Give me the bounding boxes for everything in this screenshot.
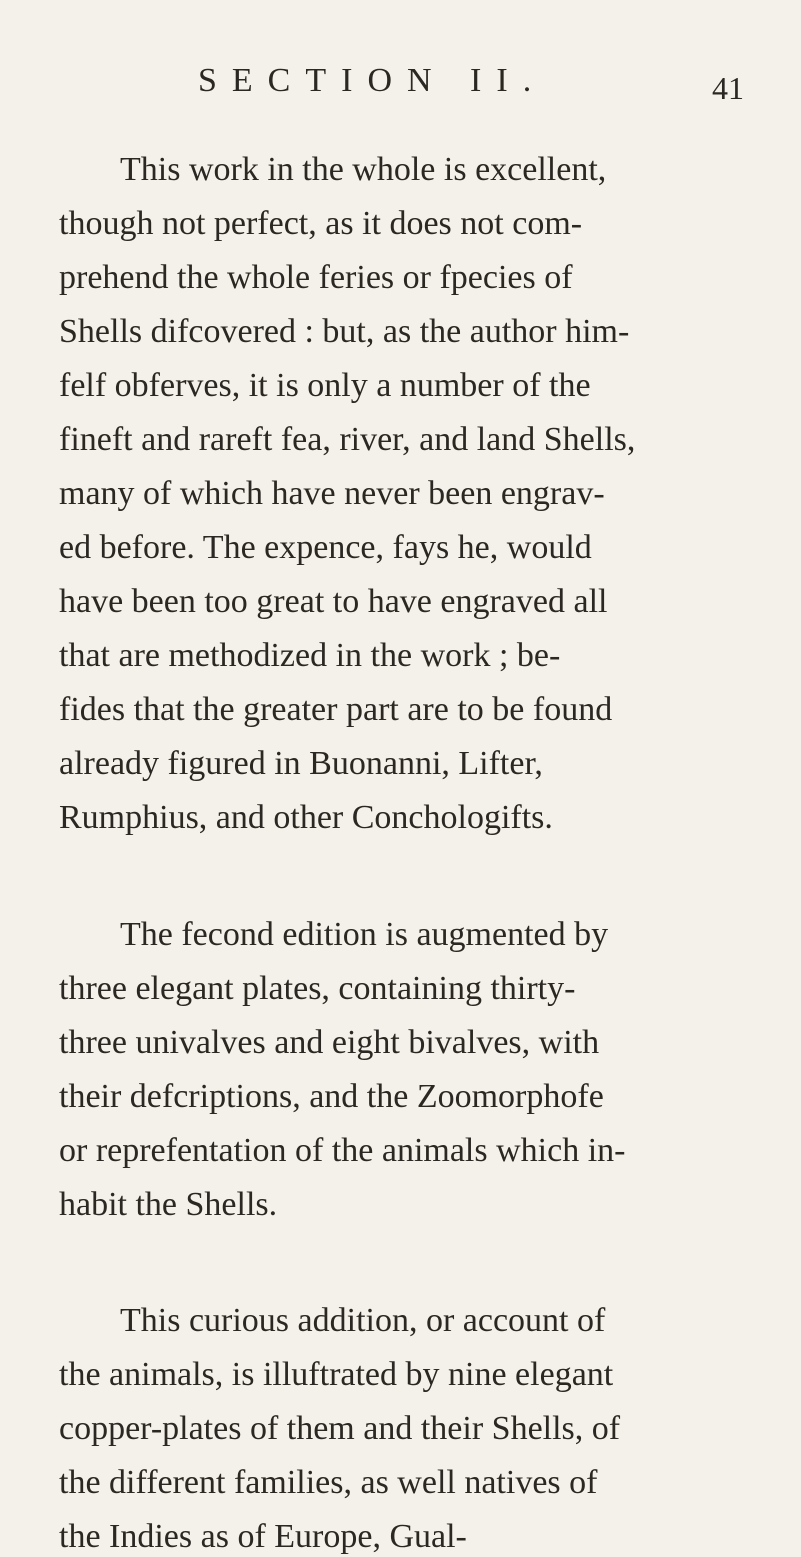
text-line: The fecond edition is augmented by (120, 916, 609, 953)
text-line: Shells difcovered : but, as the author him- (59, 313, 630, 350)
text-line: their defcriptions, and the Zoomorphofe (59, 1078, 604, 1115)
text-line: or reprefentation of the animals which in- (59, 1132, 626, 1169)
text-line: the animals, is illuftrated by nine elegant (59, 1356, 614, 1393)
text-line: many of which have never been engrav- (59, 475, 605, 512)
page-number: 41 (712, 70, 744, 106)
text-line: copper-plates of them and their Shells, of (59, 1410, 621, 1447)
text-line: three univalves and eight bivalves, with (59, 1024, 600, 1061)
text-line: the Indies as of Europe, Gual- (59, 1518, 467, 1555)
page-header (0, 62, 801, 122)
text-line: that are methodized in the work ; be- (59, 637, 561, 674)
text-line: three elegant plates, containing thirty- (59, 970, 576, 1007)
text-line: This curious addition, or account of (120, 1302, 606, 1339)
text-line: though not perfect, as it does not com- (59, 205, 583, 242)
text-line: fineft and rareft fea, river, and land Shells, (59, 421, 636, 458)
text-line: ed before. The expence, fays he, would (59, 529, 592, 566)
text-line: felf obferves, it is only a number of the (59, 367, 591, 404)
running-title: SECTION II. (198, 62, 547, 99)
text-line: the different families, as well natives of (59, 1464, 598, 1501)
text-line: already figured in Buonanni, Lifter, (59, 745, 543, 782)
text-line: Rumphius, and other Conchologifts. (59, 799, 553, 836)
text-line: have been too great to have engraved all (59, 583, 608, 620)
text-line: fides that the greater part are to be found (59, 691, 613, 728)
text-line: habit the Shells. (59, 1186, 278, 1223)
text-line: This work in the whole is excellent, (120, 151, 607, 188)
text-line: prehend the whole feries or fpecies of (59, 259, 573, 296)
